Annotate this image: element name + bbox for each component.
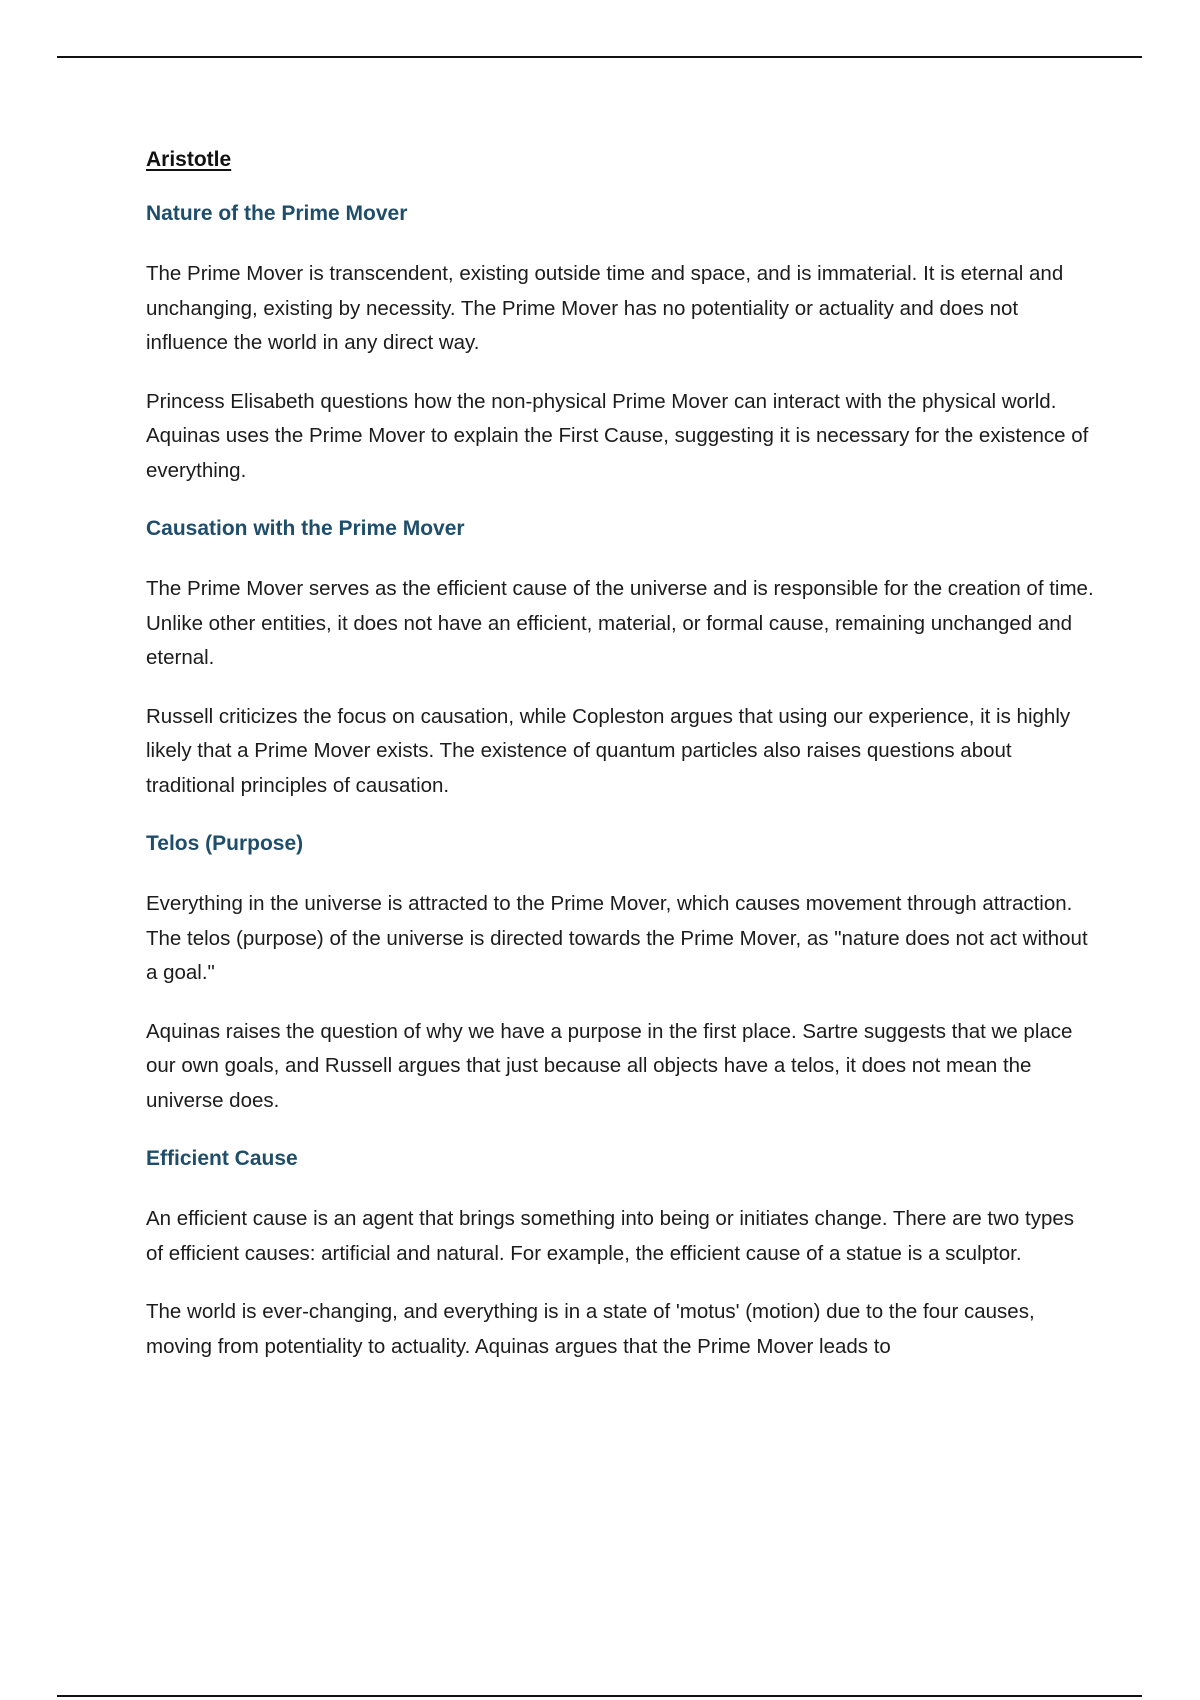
section-efficient-cause xyxy=(146,1144,1096,1364)
footer-rule xyxy=(57,1695,1142,1697)
paragraph: Aquinas raises the question of why we have a purpose in the first place. Sartre suggests that we place our own goals, and Russell argues that just because all objects have a telos, it does not mean the universe does. xyxy=(146,1019,1073,1112)
section-nature xyxy=(146,199,1096,488)
section-heading: Causation with the Prime Mover xyxy=(146,517,465,540)
page-body xyxy=(146,145,1096,1390)
paragraph: Russell criticizes the focus on causation, while Copleston argues that using our experience, it is highly likely that a Prime Mover exists. The existence of quantum particles also raises questions about traditional principles of causation. xyxy=(146,704,1071,797)
paragraph: Princess Elisabeth questions how the non-physical Prime Mover can interact with the physical world. Aquinas uses the Prime Mover to explain the First Cause, suggesting it is necessary for the existence of everything. xyxy=(146,389,1089,482)
paragraph: The Prime Mover is transcendent, existing outside time and space, and is immaterial. It is eternal and unchanging, existing by necessity. The Prime Mover has no potentiality or actuality and does not influence the world in any direct way. xyxy=(146,262,1064,354)
paragraph: The Prime Mover serves as the efficient cause of the universe and is responsible for the creation of time. Unlike other entities, it does not have an efficient, material, or formal cause, remaining unchanged and eternal. xyxy=(146,577,1094,669)
paragraph: Everything in the universe is attracted to the Prime Mover, which causes movement through attraction. The telos (purpose) of the universe is directed towards the Prime Mover, as "nature does not act without a goal." xyxy=(146,892,1088,984)
section-heading: Efficient Cause xyxy=(146,1147,298,1170)
header-rule xyxy=(57,56,1142,58)
paragraph: An efficient cause is an agent that brings something into being or initiates change. There are two types of efficient causes: artificial and natural. For example, the efficient cause of a statue is a sculptor. xyxy=(146,1207,1075,1265)
paragraph: The world is ever-changing, and everything is in a state of 'motus' (motion) due to the four causes, moving from potentiality to actuality. Aquinas argues that the Prime Mover leads to xyxy=(146,1300,1035,1358)
document-title: Aristotle xyxy=(146,148,232,171)
section-causation xyxy=(146,514,1096,803)
section-heading: Nature of the Prime Mover xyxy=(146,202,408,225)
section-telos xyxy=(146,829,1096,1118)
section-heading: Telos (Purpose) xyxy=(146,832,304,855)
